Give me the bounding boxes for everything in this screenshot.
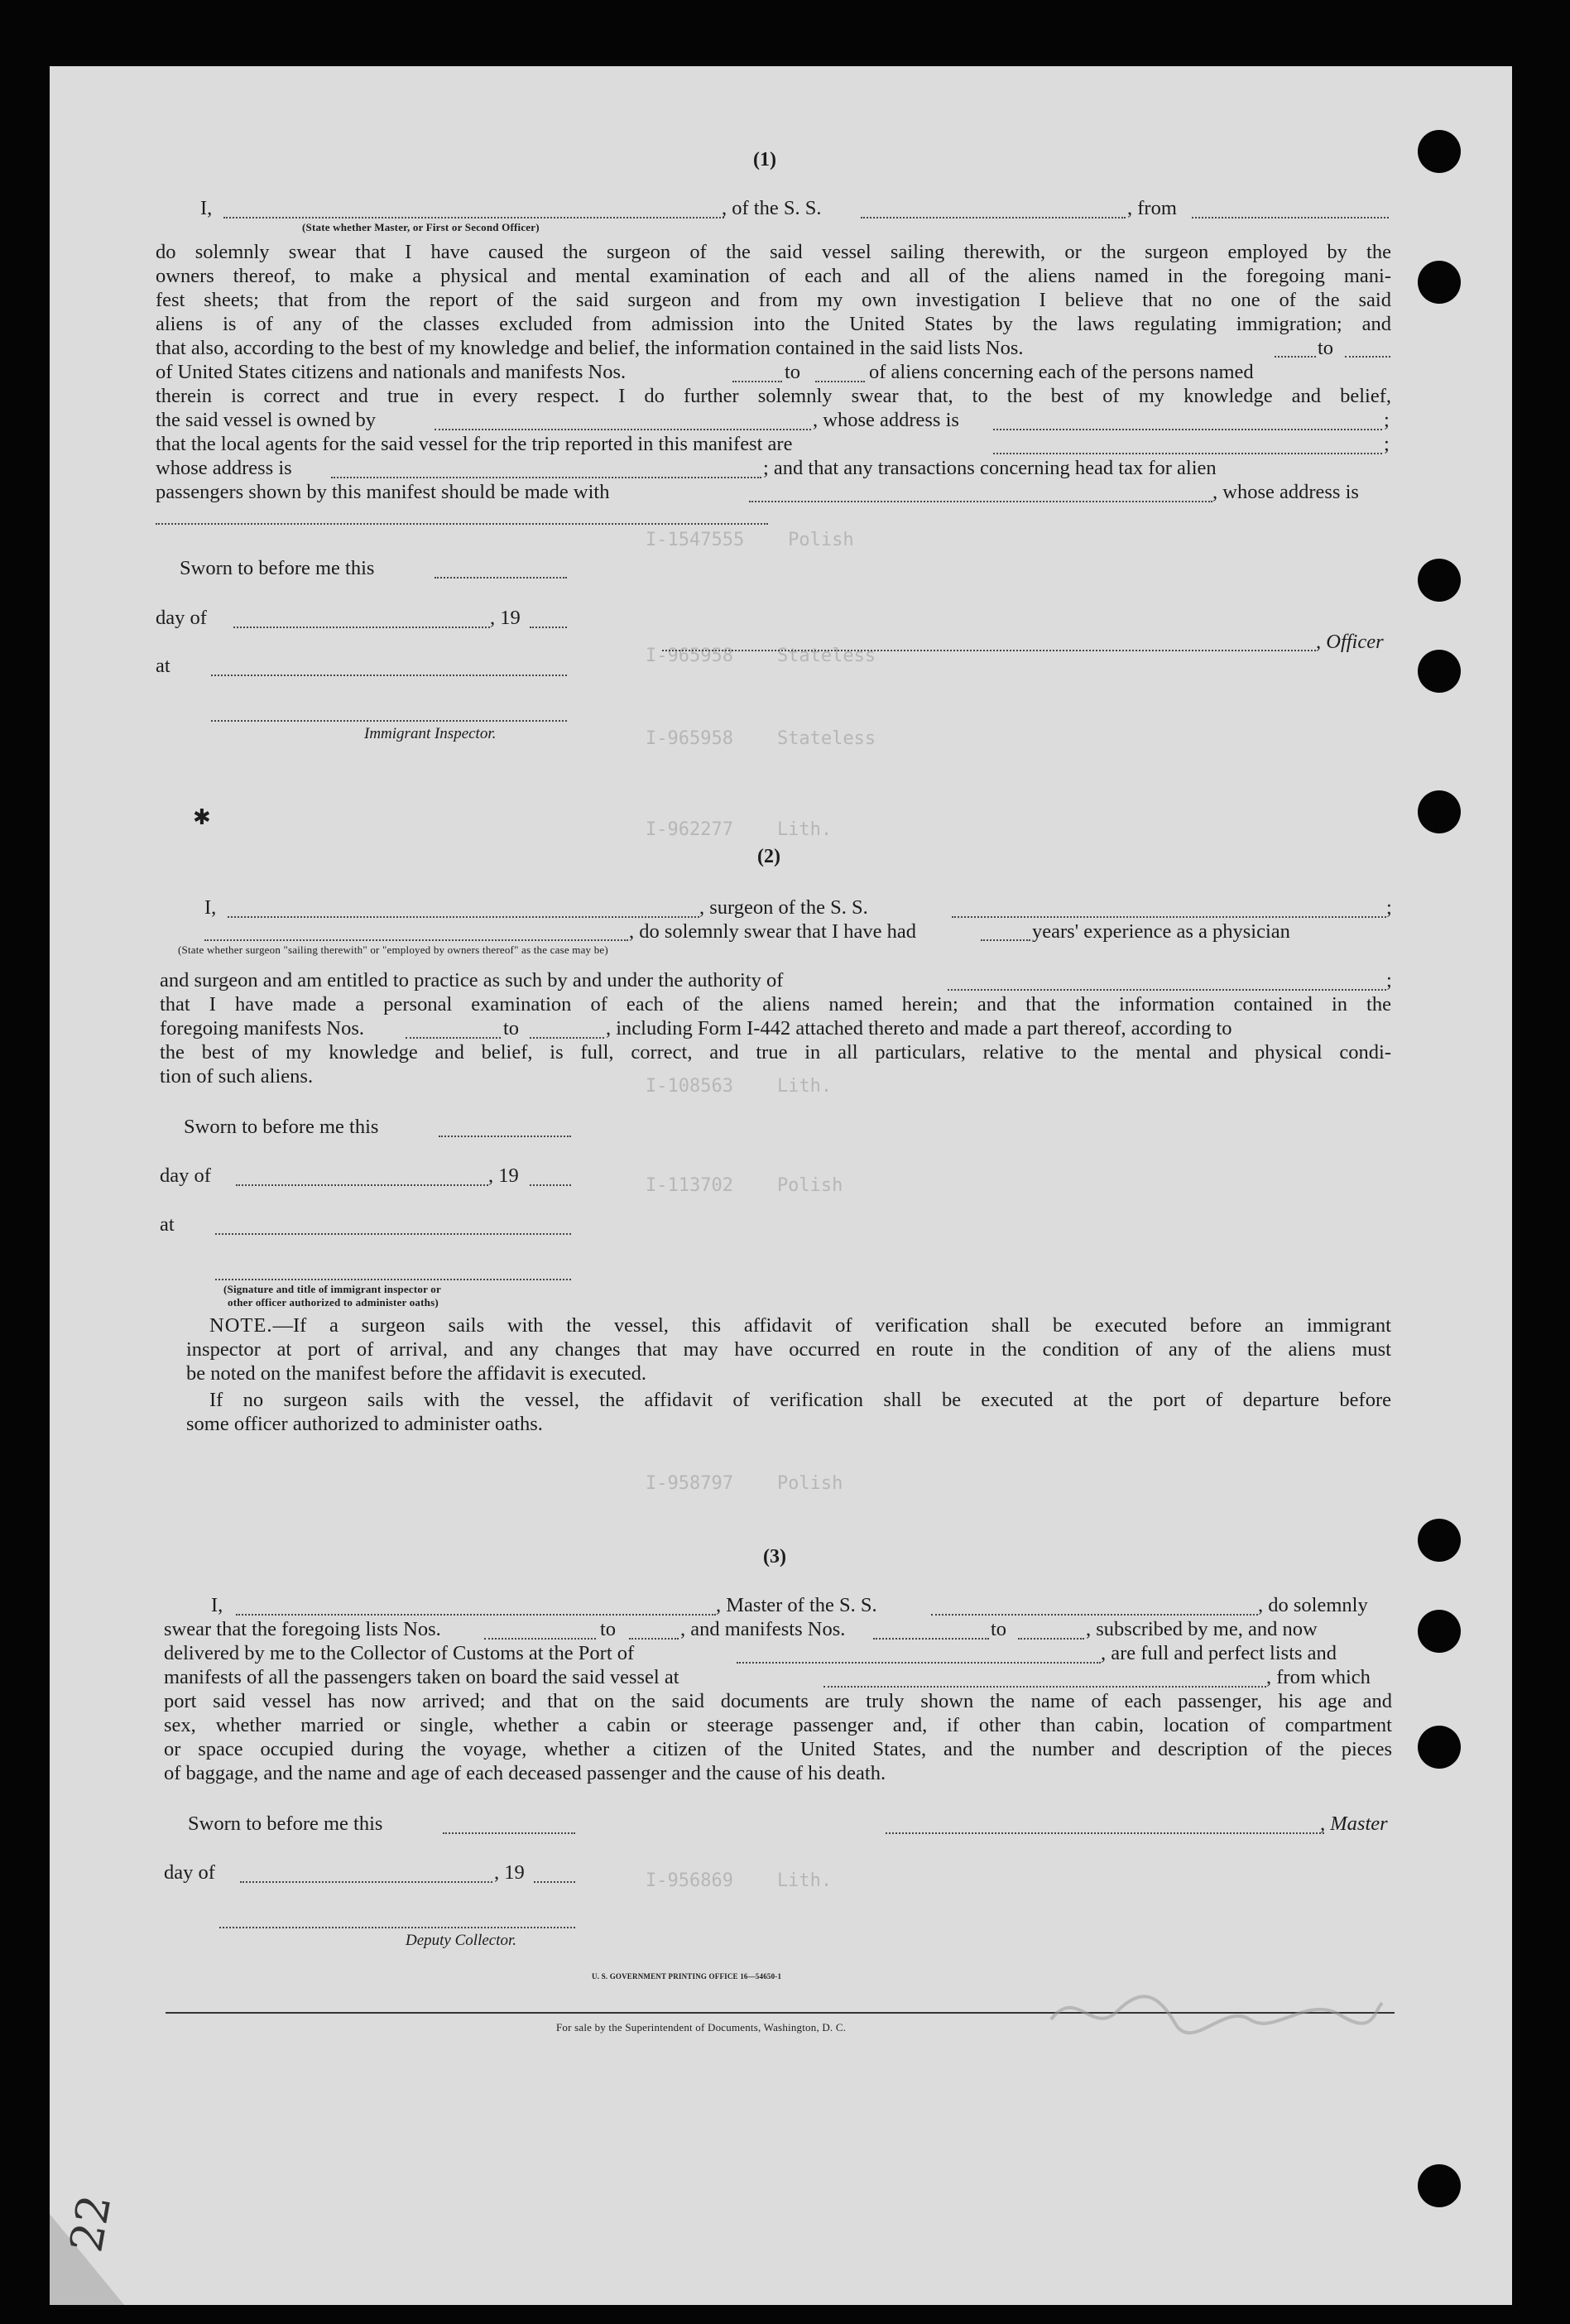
lists-from-line [1275, 356, 1316, 358]
day-of-text: day of [164, 1861, 215, 1884]
sworn-text: Sworn to before me this [180, 557, 375, 579]
to-text: to [785, 361, 801, 383]
at-line [215, 1233, 571, 1235]
vessel-line [931, 1614, 1258, 1616]
affiant-name-line [223, 217, 724, 218]
affidavit1-line-7: therein is correct and true in every respect. I do further solemnly swear that, to the best of my knowledge and belief, [156, 385, 1391, 407]
affidavit3-line-7: or space occupied during the voyage, whether a citizen of the United States, and the number and description of the pieces [164, 1738, 1392, 1760]
for-sale-text: For sale by the Superintendent of Documents, Washington, D. C. [556, 2021, 847, 2034]
sworn-text: Sworn to before me this [188, 1813, 383, 1835]
inspector-signature-line [211, 720, 567, 722]
delivered-text: delivered by me to the Collector of Customs at the Port of [164, 1642, 635, 1664]
and-manifests-text: , and manifests Nos. [680, 1618, 846, 1640]
affidavit3-line-8: of baggage, and the name and age of each deceased passenger and the cause of his death. [164, 1762, 886, 1784]
surgeon-role-line [204, 939, 628, 941]
day-of-text: day of [160, 1164, 211, 1187]
owner-address-line [993, 429, 1382, 430]
to-text: to [503, 1017, 520, 1040]
day-of-line [236, 1184, 488, 1186]
affidavit3-line-5: port said vessel has now arrived; and that on the said documents are truly shown the name of each passenger, his age and [164, 1690, 1392, 1712]
lists-to-line [629, 1638, 679, 1640]
affidavit1-line-9: that the local agents for the said vessel for the trip reported in this manifest are [156, 433, 793, 455]
affidavit1-line-10: whose address is [156, 457, 292, 479]
semicolon-text: ; [1386, 969, 1392, 992]
section-number: (1) [753, 149, 776, 170]
punch-hole [1418, 130, 1461, 173]
page-number-handwritten: 22 [60, 2191, 122, 2256]
affidavit2-line-3: foregoing manifests Nos. [160, 1017, 364, 1040]
to-text: to [1318, 337, 1334, 359]
owner-line [435, 429, 811, 430]
printing-office: U. S. GOVERNMENT PRINTING OFFICE 16—54650-1 [592, 1972, 782, 1981]
punch-hole [1418, 650, 1461, 693]
semicolon-text: ; [1384, 433, 1390, 455]
authority-line [948, 989, 1386, 991]
affidavit1-line-5: that also, according to the best of my knowledge and belief, the information contained in the said lists Nos. [156, 337, 1024, 359]
manifests-to-line [815, 381, 865, 382]
affidavit1-line-2: owners thereof, to make a physical and mental examination of each and all of the aliens named in the foregoing mani- [156, 265, 1391, 287]
note-line-4: If no surgeon sails with the vessel, the affidavit of verification shall be executed at the port of departure before [209, 1389, 1391, 1411]
punch-hole [1418, 261, 1461, 304]
sworn-date-line [443, 1832, 575, 1834]
at-text: at [156, 655, 170, 677]
note-line-5: some officer authorized to administer oaths. [186, 1413, 543, 1435]
day-of-text: day of [156, 607, 207, 629]
inspector-caption: Immigrant Inspector. [364, 725, 497, 742]
note-line-2: inspector at port of arrival, and any changes that may have occurred en route in the condition of any of the aliens must [186, 1338, 1391, 1361]
manifests-from-line [873, 1638, 989, 1640]
manifests-to-line [1018, 1638, 1084, 1640]
deputy-caption: Deputy Collector. [406, 1932, 517, 1949]
signature-caption: other officer authorized to administer oaths) [228, 1296, 439, 1308]
at-line [211, 675, 567, 676]
affidavit2-line-2: that I have made a personal examination of each of the aliens named herein; and that the information contained in the [160, 993, 1391, 1016]
whose-address-text: , whose address is [1212, 481, 1359, 503]
head-tax-party-line [749, 501, 1212, 502]
manifests-to-line [530, 1037, 604, 1039]
vessel-line [952, 916, 1386, 918]
lists-to-line [1345, 356, 1390, 358]
departure-line [823, 1686, 1266, 1688]
do-solemnly-text: , do solemnly [1258, 1594, 1368, 1616]
affidavit3-line-6: sex, whether married or single, whether a cabin or steerage passenger and, if other than cabin, location of compartment [164, 1714, 1392, 1736]
vessel-name-line [861, 217, 1126, 218]
including-text: , including Form I-442 attached thereto and made a part thereof, according to [606, 1017, 1232, 1040]
master-lead: I, [211, 1594, 223, 1616]
master-of-text: , Master of the S. S. [716, 1594, 877, 1616]
affidavit1-line-1: do solemnly swear that I have caused the surgeon of the said vessel sailing therewith, or the surgeon employed by the [156, 241, 1391, 263]
collector-signature-line [219, 1927, 575, 1928]
year-text: , 19 [488, 1164, 519, 1187]
swear-text: , do solemnly swear that I have had [629, 920, 916, 943]
section-number: (2) [757, 846, 780, 867]
manifests-from-line [406, 1037, 501, 1039]
section-number: (3) [763, 1546, 786, 1568]
short-rule [156, 523, 768, 525]
signature-line [215, 1279, 571, 1280]
master-signature-line [886, 1832, 1324, 1834]
signature-caption: (Signature and title of immigrant inspector or [223, 1283, 441, 1295]
punch-hole [1418, 2164, 1461, 2207]
year-text: , 19 [490, 607, 521, 629]
affidavit2-line-4: the best of my knowledge and belief, is full, correct, and true in all particulars, relative to the mental and physical condi- [160, 1041, 1391, 1064]
year-line [530, 627, 567, 628]
manifests-from-line [732, 381, 782, 382]
punch-hole [1418, 1610, 1461, 1653]
punch-hole [1418, 559, 1461, 602]
whose-address-text: , whose address is [813, 409, 959, 431]
punch-hole [1418, 1519, 1461, 1562]
year-line [530, 1184, 571, 1186]
note-line-1 [209, 1316, 1391, 1337]
surgeon-lead: I, [204, 896, 217, 919]
year-line [534, 1881, 575, 1883]
to-text: to [600, 1618, 617, 1640]
at-text: at [160, 1213, 175, 1236]
punch-hole [1418, 790, 1461, 833]
comma-text: ; [1386, 896, 1392, 919]
pencil-scrawl [1043, 1961, 1390, 2061]
lists-from-line [484, 1638, 596, 1640]
day-of-line [240, 1881, 492, 1883]
to-text: to [991, 1618, 1007, 1640]
punch-hole [1418, 1726, 1461, 1769]
affiant-lead: I, [200, 197, 213, 219]
surgeon-subcaption: (State whether surgeon "sailing therewith" or "employed by owners thereof" as the case may be) [178, 944, 608, 956]
full-lists-text: , are full and perfect lists and [1101, 1642, 1337, 1664]
from-port-line [1192, 217, 1389, 218]
sworn-text: Sworn to before me this [184, 1116, 379, 1138]
note-line-3: be noted on the manifest before the affidavit is executed. [186, 1362, 647, 1385]
sworn-date-line [439, 1136, 571, 1137]
manifests-text: manifests of all the passengers taken on board the said vessel at [164, 1666, 679, 1688]
from-which-text: , from which [1266, 1666, 1371, 1688]
surgeon-name-line [228, 916, 699, 918]
note-line-1-text: —If a surgeon sails with the vessel, this affidavit of verification shall be executed before an immigrant [272, 1314, 1391, 1337]
years-line [981, 939, 1030, 941]
years-text: years' experience as a physician [1032, 920, 1290, 943]
year-text: , 19 [494, 1861, 525, 1884]
affidavit1-line-3: fest sheets; that from the report of the said surgeon and from my own investigation I believe that no one of the said [156, 289, 1391, 311]
affidavit2-line-1: and surgeon and am entitled to practice as such by and under the authority of [160, 969, 784, 992]
lists-text: swear that the foregoing lists Nos. [164, 1618, 441, 1640]
from-text: , from [1127, 197, 1177, 219]
head-tax-text: ; and that any transactions concerning head tax for alien [763, 457, 1217, 479]
surgeon-of-text: , surgeon of the S. S. [699, 896, 868, 919]
master-caption: , Master [1320, 1813, 1388, 1835]
affidavit1-line-11: passengers shown by this manifest should be made with [156, 481, 610, 503]
of-aliens-text: of aliens concerning each of the persons named [869, 361, 1254, 383]
semicolon-text: ; [1384, 409, 1390, 431]
day-of-line [233, 627, 490, 628]
officer-signature-line [662, 650, 1316, 651]
master-name-line [236, 1614, 716, 1616]
stray-mark: ✱ [193, 805, 211, 829]
note-label: NOTE. [209, 1314, 273, 1337]
affidavit1-line-6: of United States citizens and nationals and manifests Nos. [156, 361, 627, 383]
affidavit2-line-5: tion of such aliens. [160, 1065, 314, 1088]
subscribed-text: , subscribed by me, and now [1086, 1618, 1318, 1640]
affiant-subcaption: (State whether Master, or First or Second Officer) [302, 221, 540, 233]
affidavit1-line-4: aliens is of any of the classes excluded from admission into the United States by the laws regulating immigration; and [156, 313, 1391, 335]
affidavit1-line-8: the said vessel is owned by [156, 409, 377, 431]
port-line [737, 1662, 1101, 1664]
sworn-date-line [435, 577, 567, 579]
agents-line [993, 453, 1382, 454]
officer-caption: , Officer [1316, 631, 1384, 653]
agents-address-line [331, 477, 761, 478]
of-ss-text: , of the S. S. [722, 197, 822, 219]
